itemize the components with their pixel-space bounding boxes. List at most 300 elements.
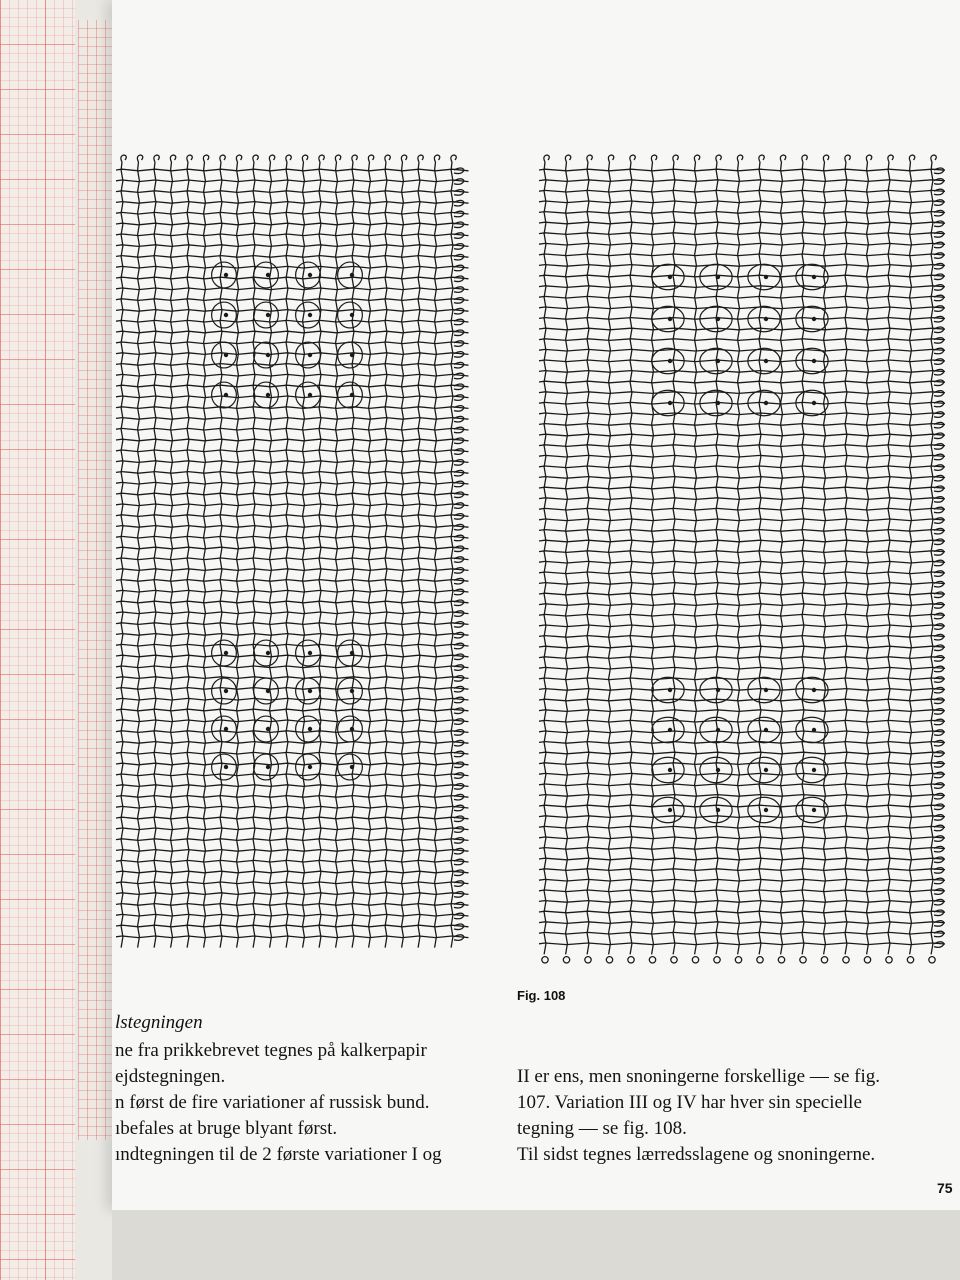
left-diagram-horizontal-thread (116, 720, 469, 722)
left-diagram-horizontal-thread (116, 191, 469, 193)
right-diagram-horizontal-thread (539, 307, 945, 309)
right-diagram-horizontal-thread (539, 848, 945, 850)
left-diagram-horizontal-thread (116, 590, 469, 592)
right-diagram-horizontal-thread (539, 233, 945, 235)
left-diagram-horizontal-thread (116, 871, 469, 873)
right-diagram-eyelet-dot (812, 768, 815, 771)
right-diagram-edge-loop (934, 698, 944, 704)
left-diagram-eyelet-dot (266, 313, 269, 316)
right-diagram-top-loop (802, 155, 807, 162)
right-diagram-eyelet-dot (668, 728, 671, 731)
right-diagram-edge-loop (934, 338, 944, 344)
figure-caption: Fig. 108 (517, 988, 566, 1003)
left-diagram-eyelet-dot (308, 689, 311, 692)
right-diagram-edge-loop (934, 592, 944, 598)
right-diagram-pin (692, 957, 698, 963)
right-diagram-horizontal-thread (539, 826, 945, 828)
left-diagram-horizontal-thread (116, 418, 469, 420)
right-diagram-edge-loop (934, 889, 944, 895)
right-diagram-edge-loop (934, 571, 944, 577)
left-diagram-top-loop (434, 155, 439, 162)
right-diagram-edge-loop (934, 528, 944, 534)
right-diagram-pin (542, 957, 548, 963)
right-diagram-pin (563, 957, 569, 963)
right-diagram-horizontal-thread (539, 487, 945, 489)
right-diagram-top-loop (780, 155, 785, 162)
right-diagram-vertical-thread (824, 162, 826, 954)
left-diagram-horizontal-thread (116, 796, 469, 798)
left-diagram-eyelet-dot (224, 651, 227, 654)
right-diagram-horizontal-thread (539, 349, 945, 351)
right-diagram-edge-loop (934, 306, 944, 312)
right-diagram-horizontal-thread (539, 328, 945, 330)
right-diagram-horizontal-thread (539, 858, 945, 860)
right-diagram-vertical-thread (738, 162, 740, 954)
right-diagram-horizontal-thread (539, 720, 945, 722)
right-diagram-edge-loop (934, 221, 944, 227)
right-diagram-horizontal-thread (539, 477, 945, 479)
right-diagram-edge-loop (934, 878, 944, 884)
left-diagram-horizontal-thread (116, 850, 469, 852)
left-diagram-horizontal-thread (116, 266, 469, 268)
right-diagram-vertical-thread (867, 162, 869, 954)
right-diagram-eyelet-dot (716, 317, 719, 320)
left-diagram-horizontal-thread (116, 698, 469, 700)
left-diagram-horizontal-thread (116, 839, 469, 841)
right-diagram-eyelet-dot (764, 359, 767, 362)
right-diagram-eyelet-dot (716, 768, 719, 771)
right-diagram-top-loop (931, 155, 936, 162)
right-diagram-edge-loop (934, 857, 944, 863)
right-diagram-edge-loop (934, 380, 944, 386)
right-diagram-vertical-thread (695, 162, 697, 954)
left-diagram-vertical-thread (154, 162, 156, 948)
right-diagram-horizontal-thread (539, 646, 945, 648)
left-diagram-horizontal-thread (116, 493, 469, 495)
left-diagram-top-loop (385, 155, 390, 162)
right-diagram-eyelet-dot (812, 275, 815, 278)
right-diagram-edge-loop (934, 422, 944, 428)
left-diagram-horizontal-thread (116, 385, 469, 387)
right-diagram-edge-loop (934, 242, 944, 248)
right-diagram-edge-loop (934, 942, 944, 948)
right-text-line-1: II er ens, men snoningerne forskellige — se fig. (517, 1066, 881, 1087)
right-diagram-pin (778, 957, 784, 963)
right-diagram-edge-loop (934, 274, 944, 280)
right-diagram-pin (585, 957, 591, 963)
left-diagram-eyelet-dot (266, 393, 269, 396)
right-diagram-horizontal-thread (539, 614, 945, 616)
right-diagram-edge-loop (934, 645, 944, 651)
left-diagram-top-loop (220, 155, 225, 162)
left-diagram-eyelet-dot (308, 313, 311, 316)
left-text-line-1: ne fra prikkebrevet tegnes på kalkerpapir (115, 1040, 427, 1061)
left-diagram-top-loop (170, 155, 175, 162)
left-diagram-top-loop (335, 155, 340, 162)
left-diagram-horizontal-thread (116, 428, 469, 430)
left-diagram-horizontal-thread (116, 558, 469, 560)
right-diagram-lines (539, 155, 945, 963)
left-diagram-horizontal-thread (116, 342, 469, 344)
right-diagram-horizontal-thread (539, 254, 945, 256)
right-diagram-edge-loop (934, 539, 944, 545)
right-diagram-eyelet-dot (812, 688, 815, 691)
right-diagram-vertical-thread (587, 162, 589, 954)
right-diagram-horizontal-thread (539, 190, 945, 192)
right-diagram-top-loop (587, 155, 592, 162)
left-diagram-top-loop (253, 155, 258, 162)
right-diagram-eyelet-dot (716, 359, 719, 362)
right-diagram-vertical-thread (910, 162, 912, 954)
right-diagram-edge-loop (934, 836, 944, 842)
left-diagram-horizontal-thread (116, 320, 469, 322)
right-diagram-horizontal-thread (539, 911, 945, 913)
right-diagram-horizontal-thread (539, 869, 945, 871)
right-diagram-top-loop (759, 155, 764, 162)
left-diagram-horizontal-thread (116, 396, 469, 398)
right-diagram-edge-loop (934, 263, 944, 269)
left-diagram-top-loop (401, 155, 406, 162)
left-diagram-horizontal-thread (116, 439, 469, 441)
left-diagram-horizontal-thread (116, 450, 469, 452)
right-diagram-horizontal-thread (539, 296, 945, 298)
left-diagram-horizontal-thread (116, 277, 469, 279)
lace-diagram-right (530, 150, 945, 980)
right-text-line-2: 107. Variation III og IV har hver sin specielle (517, 1092, 862, 1113)
right-diagram-edge-loop (934, 666, 944, 672)
right-diagram-vertical-thread (845, 162, 847, 954)
left-diagram-eyelet-dot (224, 313, 227, 316)
right-diagram-pin (843, 957, 849, 963)
right-diagram-edge-loop (934, 497, 944, 503)
left-diagram-eyelet-dot (350, 689, 353, 692)
left-diagram-eyelet-dot (350, 273, 353, 276)
left-diagram-top-loop (418, 155, 423, 162)
left-diagram-horizontal-thread (116, 677, 469, 679)
left-diagram-horizontal-thread (116, 904, 469, 906)
right-diagram-edge-loop (934, 507, 944, 513)
right-diagram-horizontal-thread (539, 816, 945, 818)
left-diagram-horizontal-thread (116, 547, 469, 549)
right-diagram-pin (671, 957, 677, 963)
right-diagram-eyelet-dot (716, 275, 719, 278)
right-diagram-horizontal-thread (539, 413, 945, 415)
left-diagram-horizontal-thread (116, 742, 469, 744)
right-diagram-top-loop (544, 155, 549, 162)
right-diagram-edge-loop (934, 295, 944, 301)
left-diagram-top-loop (187, 155, 192, 162)
right-diagram-horizontal-thread (539, 879, 945, 881)
left-text-line-4: ıbefales at bruge blyant først. (115, 1118, 338, 1139)
right-diagram-eyelet-dot (812, 401, 815, 404)
left-diagram-horizontal-thread (116, 580, 469, 582)
right-diagram-eyelet-dot (668, 359, 671, 362)
right-diagram-horizontal-thread (539, 169, 945, 171)
left-diagram-horizontal-thread (116, 407, 469, 409)
right-diagram-horizontal-thread (539, 763, 945, 765)
right-diagram-edge-loop (934, 624, 944, 630)
right-diagram-horizontal-thread (539, 392, 945, 394)
right-diagram-top-loop (630, 155, 635, 162)
right-diagram-top-loop (694, 155, 699, 162)
right-diagram-horizontal-thread (539, 275, 945, 277)
left-diagram-horizontal-thread (116, 245, 469, 247)
right-diagram-horizontal-thread (539, 572, 945, 574)
left-diagram-horizontal-thread (116, 709, 469, 711)
left-diagram-horizontal-thread (116, 364, 469, 366)
left-diagram-horizontal-thread (116, 288, 469, 290)
right-diagram-edge-loop (934, 253, 944, 259)
right-diagram-eyelet-dot (668, 317, 671, 320)
left-diagram-eyelet-dot (308, 393, 311, 396)
left-diagram-horizontal-thread (116, 202, 469, 204)
left-diagram-horizontal-thread (116, 212, 469, 214)
left-diagram-eyelet-dot (350, 313, 353, 316)
right-diagram-eyelet-dot (668, 401, 671, 404)
left-diagram-eyelet-dot (266, 273, 269, 276)
left-diagram-vertical-thread (418, 162, 420, 948)
section-heading: lstegningen (115, 1012, 203, 1033)
left-diagram-horizontal-thread (116, 601, 469, 603)
right-diagram-horizontal-thread (539, 689, 945, 691)
right-diagram-edge-loop (934, 815, 944, 821)
right-diagram-top-loop (845, 155, 850, 162)
left-diagram-vertical-thread (220, 162, 222, 948)
right-diagram-horizontal-thread (539, 508, 945, 510)
right-diagram-top-loop (651, 155, 656, 162)
left-diagram-horizontal-thread (116, 925, 469, 927)
right-diagram-horizontal-thread (539, 699, 945, 701)
right-diagram-edge-loop (934, 465, 944, 471)
right-diagram-vertical-thread (630, 162, 632, 954)
right-diagram-edge-loop (934, 285, 944, 291)
left-diagram-horizontal-thread (116, 536, 469, 538)
left-diagram-vertical-thread (121, 162, 123, 948)
right-diagram-edge-loop (934, 921, 944, 927)
right-diagram-horizontal-thread (539, 222, 945, 224)
right-diagram-edge-loop (934, 412, 944, 418)
right-diagram-eyelet-dot (716, 401, 719, 404)
right-diagram-horizontal-thread (539, 434, 945, 436)
left-diagram-eyelet-dot (308, 353, 311, 356)
right-diagram-horizontal-thread (539, 593, 945, 595)
right-diagram-eyelet-dot (764, 275, 767, 278)
right-diagram-horizontal-thread (539, 402, 945, 404)
left-diagram-vertical-thread (385, 162, 387, 948)
right-diagram-horizontal-thread (539, 731, 945, 733)
left-diagram-horizontal-thread (116, 169, 469, 171)
right-diagram-pin (929, 957, 935, 963)
left-diagram-horizontal-thread (116, 893, 469, 895)
right-diagram-horizontal-thread (539, 943, 945, 945)
right-diagram-top-loop (888, 155, 893, 162)
right-diagram-edge-loop (934, 581, 944, 587)
left-diagram-horizontal-thread (116, 914, 469, 916)
right-diagram-edge-loop (934, 931, 944, 937)
right-diagram-horizontal-thread (539, 890, 945, 892)
right-diagram-horizontal-thread (539, 795, 945, 797)
left-diagram-top-loop (451, 155, 456, 162)
right-diagram-edge-loop (934, 772, 944, 778)
right-diagram-horizontal-thread (539, 286, 945, 288)
left-diagram-eyelet-dot (224, 765, 227, 768)
right-diagram-horizontal-thread (539, 180, 945, 182)
left-diagram-horizontal-thread (116, 763, 469, 765)
left-diagram-horizontal-thread (116, 644, 469, 646)
right-diagram-edge-loop (934, 603, 944, 609)
right-diagram-horizontal-thread (539, 424, 945, 426)
left-diagram-vertical-thread (451, 162, 453, 948)
left-diagram-vertical-thread (187, 162, 189, 948)
right-diagram-vertical-thread (759, 162, 761, 954)
right-diagram-vertical-thread (673, 162, 675, 954)
left-diagram-eyelet-dot (266, 727, 269, 730)
right-diagram-top-loop (565, 155, 570, 162)
right-diagram-horizontal-thread (539, 773, 945, 775)
right-diagram-vertical-thread (888, 162, 890, 954)
right-diagram-horizontal-thread (539, 901, 945, 903)
right-diagram-pin (757, 957, 763, 963)
right-diagram-horizontal-thread (539, 604, 945, 606)
left-text-line-2: ejdstegningen. (115, 1066, 226, 1087)
right-diagram-horizontal-thread (539, 339, 945, 341)
right-diagram-edge-loop (934, 475, 944, 481)
left-diagram-top-loop (352, 155, 357, 162)
right-diagram-edge-loop (934, 550, 944, 556)
left-diagram-top-loop (269, 155, 274, 162)
left-diagram-horizontal-thread (116, 612, 469, 614)
right-diagram-edge-loop (934, 709, 944, 715)
right-diagram-edge-loop (934, 486, 944, 492)
right-diagram-horizontal-thread (539, 318, 945, 320)
left-diagram-lines (116, 155, 469, 948)
left-text-line-5: ındtegningen til de 2 første variationer I og (115, 1144, 442, 1165)
right-diagram-horizontal-thread (539, 540, 945, 542)
left-diagram-horizontal-thread (116, 655, 469, 657)
right-diagram-horizontal-thread (539, 636, 945, 638)
right-text-line-3: tegning — se fig. 108. (517, 1118, 687, 1139)
right-diagram-eyelet-dot (716, 728, 719, 731)
right-diagram-edge-loop (934, 359, 944, 365)
right-diagram-horizontal-thread (539, 201, 945, 203)
right-diagram-horizontal-thread (539, 360, 945, 362)
right-diagram-vertical-thread (609, 162, 611, 954)
right-diagram-vertical-thread (781, 162, 783, 954)
right-diagram-eyelet-dot (716, 688, 719, 691)
left-diagram-top-loop (154, 155, 159, 162)
right-diagram-top-loop (737, 155, 742, 162)
left-diagram-top-loop (121, 155, 126, 162)
right-diagram-pin (886, 957, 892, 963)
right-diagram-edge-loop (934, 634, 944, 640)
left-diagram-eyelet-dot (266, 353, 269, 356)
right-diagram-edge-loop (934, 677, 944, 683)
left-diagram-eyelet-dot (266, 651, 269, 654)
page-shadow (112, 1210, 960, 1280)
left-diagram-eyelet-dot (308, 651, 311, 654)
right-diagram-edge-loop (934, 179, 944, 185)
right-diagram-edge-loop (934, 168, 944, 174)
left-diagram-eyelet-dot (350, 651, 353, 654)
right-diagram-eyelet-dot (764, 768, 767, 771)
left-diagram-horizontal-thread (116, 569, 469, 571)
left-diagram-horizontal-thread (116, 634, 469, 636)
left-diagram-horizontal-thread (116, 882, 469, 884)
left-diagram-vertical-thread (352, 162, 354, 948)
right-diagram-pin (714, 957, 720, 963)
right-diagram-eyelet-dot (812, 359, 815, 362)
left-diagram-horizontal-thread (116, 785, 469, 787)
right-diagram-edge-loop (934, 518, 944, 524)
graph-paper-sheet (0, 0, 75, 1280)
right-diagram-top-loop (673, 155, 678, 162)
left-diagram-top-loop (319, 155, 324, 162)
right-diagram-edge-loop (934, 210, 944, 216)
left-diagram-horizontal-thread (116, 860, 469, 862)
left-diagram-horizontal-thread (116, 623, 469, 625)
left-diagram-horizontal-thread (116, 526, 469, 528)
left-diagram-horizontal-thread (116, 731, 469, 733)
right-diagram-pin (864, 957, 870, 963)
right-diagram-top-loop (823, 155, 828, 162)
right-diagram-edge-loop (934, 804, 944, 810)
right-diagram-vertical-thread (544, 162, 546, 954)
left-diagram-horizontal-thread (116, 461, 469, 463)
right-diagram-edge-loop (934, 751, 944, 757)
left-diagram-eyelet-dot (224, 689, 227, 692)
left-diagram-top-loop (137, 155, 142, 162)
right-diagram-pin (606, 957, 612, 963)
right-diagram-pin (800, 957, 806, 963)
right-diagram-horizontal-thread (539, 561, 945, 563)
left-diagram-horizontal-thread (116, 828, 469, 830)
right-diagram-edge-loop (934, 189, 944, 195)
left-diagram-eyelet-dot (224, 273, 227, 276)
right-diagram-horizontal-thread (539, 530, 945, 532)
right-diagram-top-loop (866, 155, 871, 162)
right-diagram-eyelet-dot (764, 808, 767, 811)
right-diagram-horizontal-thread (539, 625, 945, 627)
left-diagram-eyelet-dot (224, 727, 227, 730)
left-diagram-horizontal-thread (116, 223, 469, 225)
right-diagram-horizontal-thread (539, 498, 945, 500)
right-diagram-edge-loop (934, 369, 944, 375)
left-diagram-eyelet-dot (350, 727, 353, 730)
right-diagram-edge-loop (934, 868, 944, 874)
right-diagram-vertical-thread (802, 162, 804, 954)
right-diagram-eyelet-dot (764, 401, 767, 404)
right-diagram-edge-loop (934, 232, 944, 238)
right-diagram-horizontal-thread (539, 466, 945, 468)
right-diagram-edge-loop (934, 348, 944, 354)
left-diagram-horizontal-thread (116, 331, 469, 333)
right-diagram-horizontal-thread (539, 837, 945, 839)
right-diagram-horizontal-thread (539, 805, 945, 807)
right-diagram-eyelet-dot (812, 317, 815, 320)
right-diagram-horizontal-thread (539, 445, 945, 447)
right-diagram-edge-loop (934, 560, 944, 566)
left-diagram-eyelet-dot (350, 393, 353, 396)
right-diagram-edge-loop (934, 327, 944, 333)
right-diagram-edge-loop (934, 783, 944, 789)
left-diagram-eyelet-dot (350, 765, 353, 768)
right-diagram-horizontal-thread (539, 932, 945, 934)
right-diagram-pin (735, 957, 741, 963)
left-diagram-horizontal-thread (116, 310, 469, 312)
right-diagram-edge-loop (934, 825, 944, 831)
right-diagram-pin (821, 957, 827, 963)
right-diagram-edge-loop (934, 910, 944, 916)
